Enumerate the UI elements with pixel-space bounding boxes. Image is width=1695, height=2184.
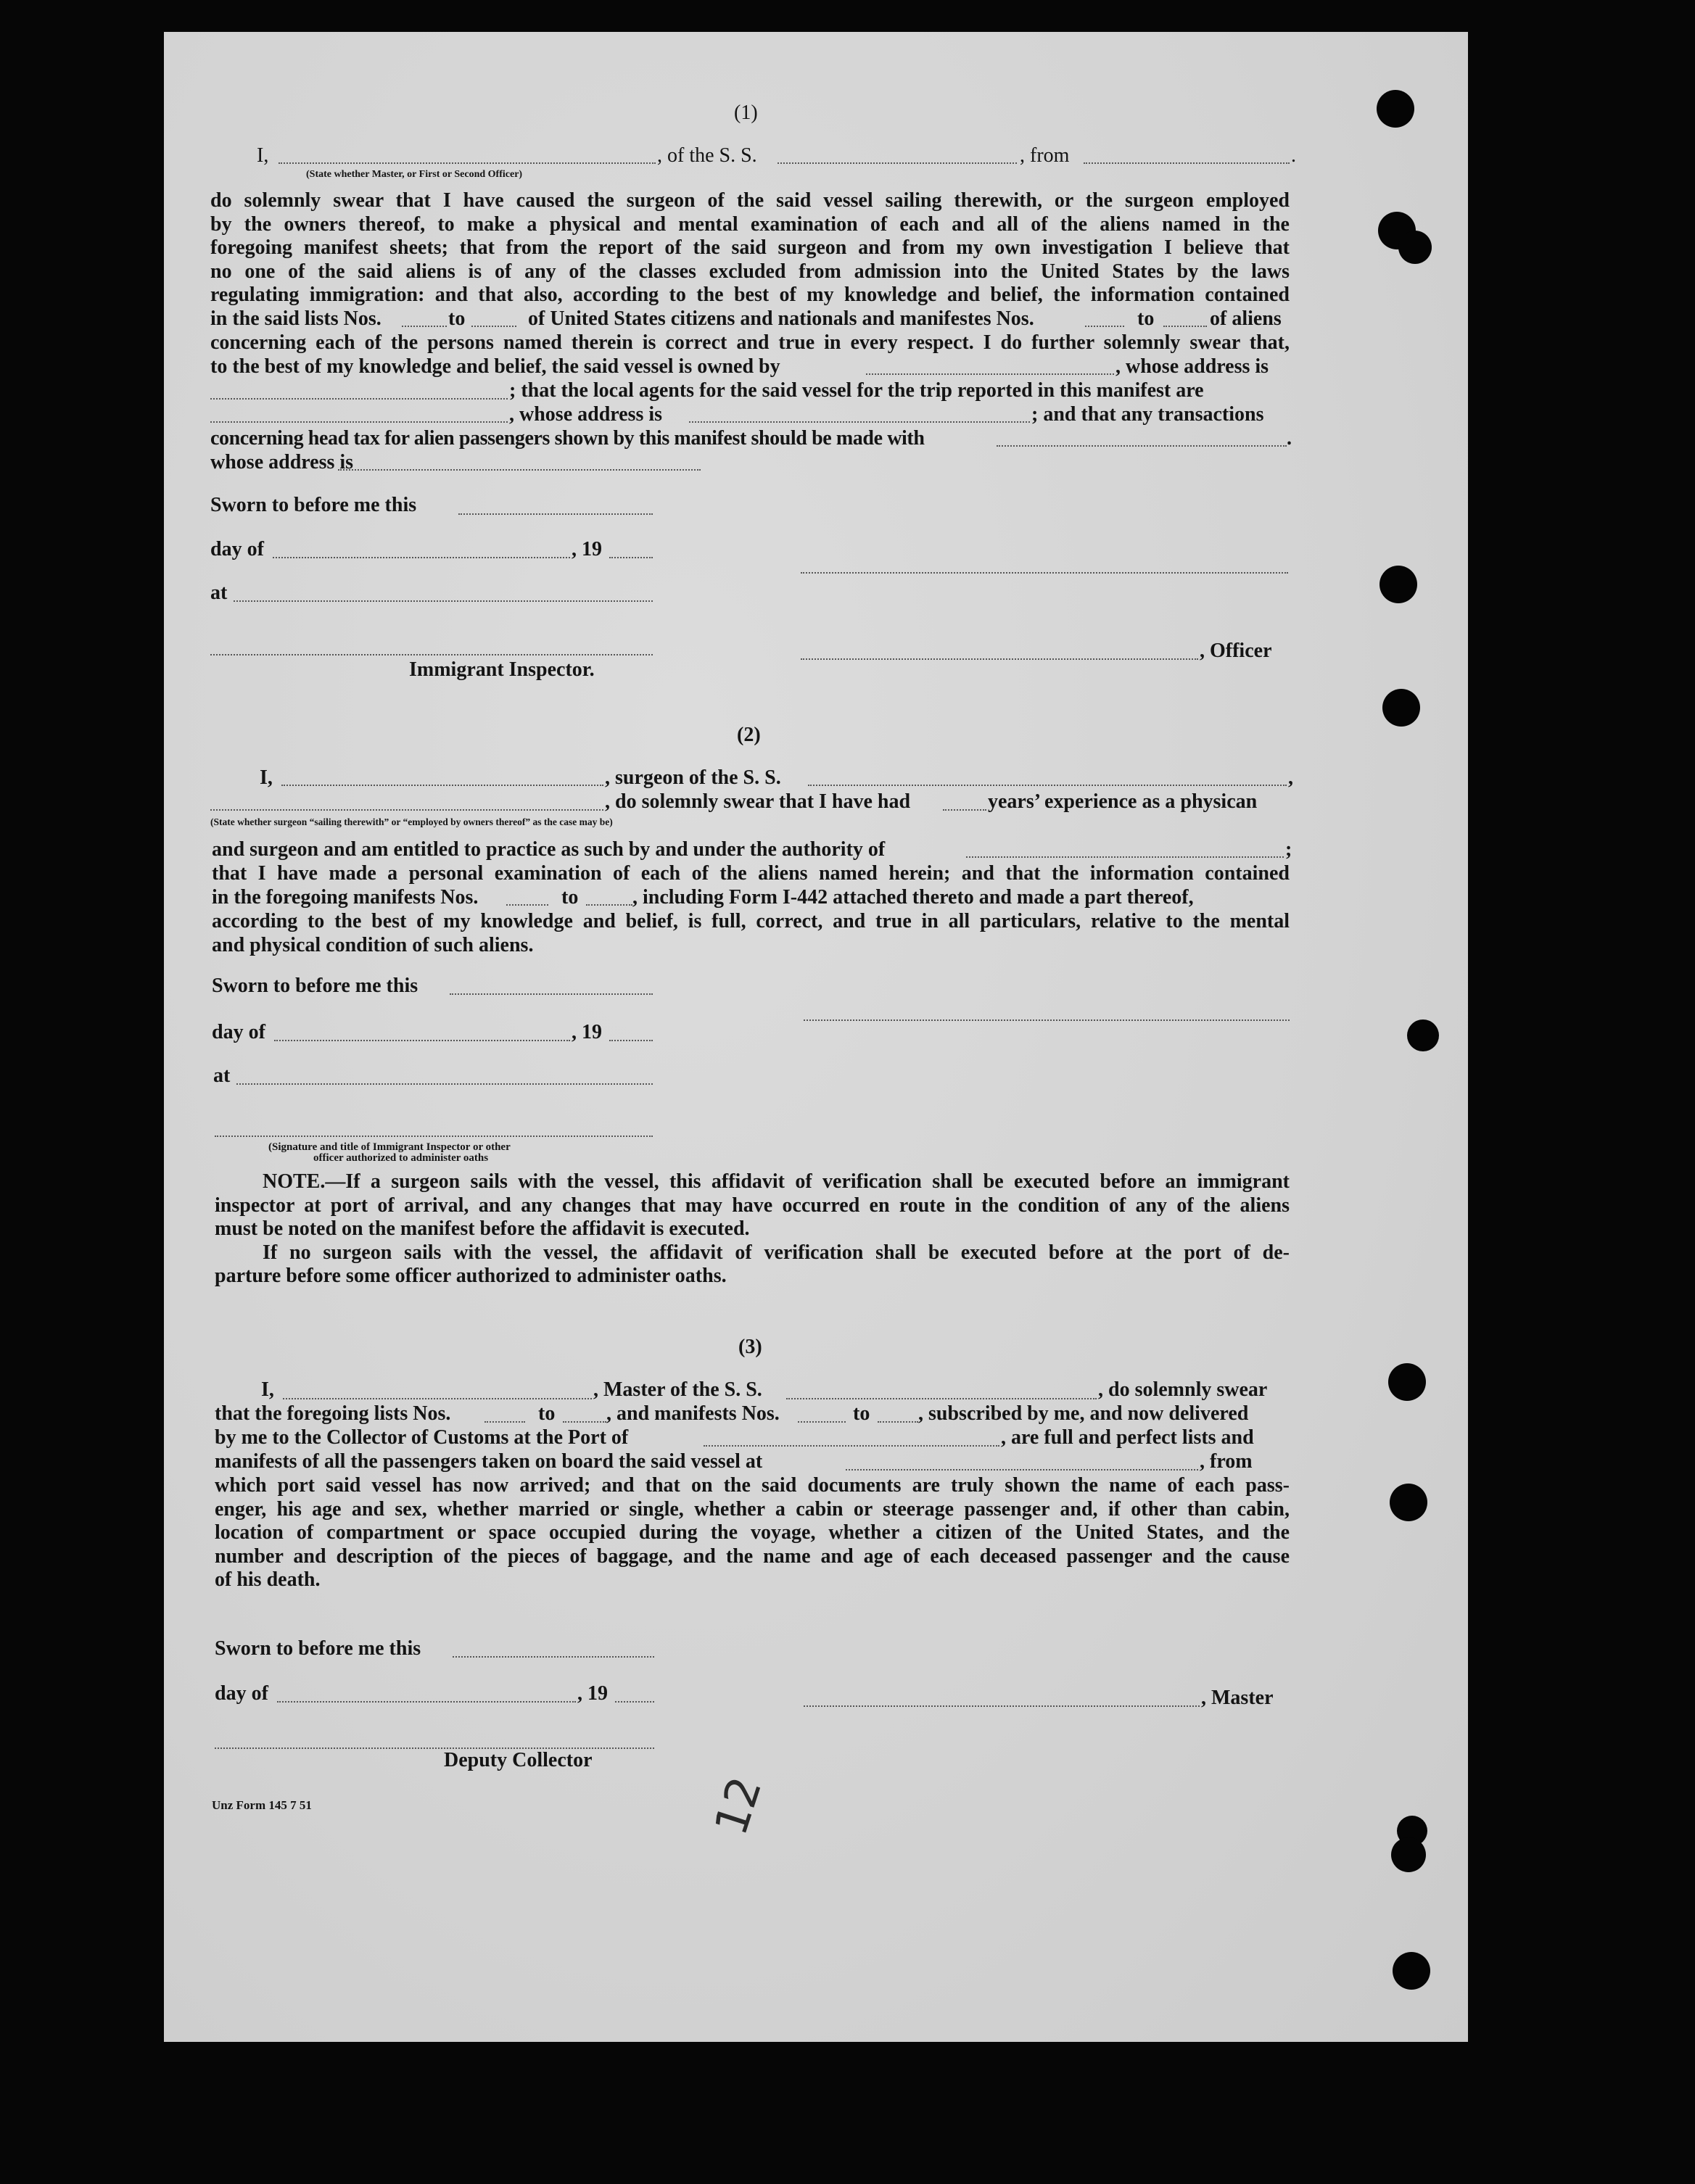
manifest-affidavit-page — [164, 32, 1468, 2042]
s3-year-label: , 19 — [577, 1682, 608, 1705]
s2-manifests-from-field[interactable] — [506, 904, 548, 906]
s1-inspector-signature-line[interactable] — [210, 654, 653, 655]
section-3-number: (3) — [738, 1336, 762, 1358]
note-line: must be noted on the manifest before the affidavit is executed. — [215, 1217, 750, 1241]
s3-i-label: I, — [261, 1378, 274, 1401]
s1-agents-address-field[interactable] — [689, 421, 1030, 423]
s1-officer-name-field[interactable] — [279, 162, 656, 164]
s3-port-label: by me to the Collector of Customs at the Port of — [215, 1426, 629, 1449]
s1-line: foregoing manifest sheets; that from the report of the said surgeon and from my own investigation I believe that — [210, 236, 1290, 260]
section-1-number: (1) — [734, 102, 758, 124]
s1-day-field[interactable] — [273, 557, 570, 558]
s3-manifests-to-field[interactable] — [878, 1421, 918, 1423]
s2-years-field[interactable] — [943, 809, 986, 811]
s1-from-field[interactable] — [1084, 162, 1290, 164]
s2-manifests-to-field[interactable] — [586, 904, 632, 906]
s1-day-of-label: day of — [210, 538, 264, 561]
s3-swear-label: , do solemnly swear — [1098, 1378, 1268, 1401]
s3-line: location of compartment or space occupied during the voyage, whether a citizen of the United States, and the — [215, 1521, 1290, 1544]
s1-at-label: at — [210, 582, 228, 604]
note-line: If no surgeon sails with the vessel, the affidavit of verification shall be executed before at the port of de- — [263, 1241, 1290, 1264]
s2-sig-note-2: officer authorized to administer oaths — [313, 1152, 489, 1164]
s2-to-label: to — [561, 886, 579, 909]
s3-manifests-label: , and manifests Nos. — [606, 1402, 780, 1425]
s2-day-field[interactable] — [274, 1040, 570, 1041]
s1-whose-address-label: whose address is — [210, 451, 354, 473]
s2-experience-label: years’ experience as a physican — [988, 790, 1258, 813]
s2-line: that I have made a personal examination of each of the aliens named herein; and that the information contained — [212, 862, 1290, 885]
s1-head-tax-address-field[interactable] — [338, 469, 701, 471]
s2-sig-note-1: (Signature and title of Immigrant Inspector or other — [268, 1141, 511, 1153]
s3-master-label: , Master — [1201, 1687, 1274, 1709]
s1-line: do solemnly swear that I have caused the surgeon of the said vessel sailing therewith, or the surgeon employed — [210, 189, 1290, 212]
s1-period-2: . — [1287, 427, 1292, 450]
s1-i-label: I, — [257, 144, 269, 167]
s1-from-label: , from — [1020, 144, 1070, 167]
s1-of-aliens-label: of aliens — [1210, 307, 1282, 330]
s3-vessel-field[interactable] — [786, 1398, 1097, 1399]
s1-vessel-field[interactable] — [778, 162, 1017, 164]
s1-agents-address-label: , whose address is — [509, 403, 663, 426]
punch-hole — [1390, 1484, 1427, 1521]
s1-manifests-from-field[interactable] — [1085, 326, 1124, 327]
s2-authority-field[interactable] — [966, 856, 1284, 858]
s2-manifests-label: in the foregoing manifests Nos. — [212, 886, 479, 909]
s1-transactions-label: ; and that any transactions — [1031, 403, 1264, 426]
s1-oath-body — [210, 189, 1290, 307]
note-line: parture before some officer authorized to administer oaths. — [215, 1265, 727, 1288]
punch-hole — [1393, 1952, 1430, 1990]
s3-taken-on-label: manifests of all the passengers taken on board the said vessel at — [215, 1450, 763, 1473]
s3-day-field[interactable] — [277, 1701, 576, 1703]
s1-agents-label: ; that the local agents for the said vessel for the trip reported in this manifest are — [509, 379, 1204, 402]
s1-lists-to-field[interactable] — [471, 326, 516, 327]
punch-hole — [1379, 566, 1417, 603]
note-line: NOTE.—If a surgeon sails with the vessel, this affidavit of verification shall be executed before an immigrant — [263, 1170, 1290, 1193]
s2-line4 — [212, 862, 1290, 886]
s3-line: of his death. — [215, 1568, 321, 1592]
note-line: inspector at port of arrival, and any changes that may have occurred en route in the condition of any of the aliens — [215, 1194, 1290, 1217]
s2-swear-label: , do solemnly swear that I have had — [605, 790, 911, 813]
s1-citizens-label: of United States citizens and nationals and manifestes Nos. — [528, 307, 1034, 330]
s3-lists-from-field[interactable] — [484, 1421, 525, 1423]
s3-departure-port-field[interactable] — [846, 1469, 1198, 1471]
s1-sworn-field[interactable] — [458, 513, 653, 515]
s1-officer-name-line[interactable] — [801, 658, 1198, 660]
s1-at-field[interactable] — [234, 600, 653, 602]
s3-master-of-label: , Master of the S. S. — [593, 1378, 762, 1401]
punch-hole — [1388, 1363, 1426, 1401]
s1-head-tax-field[interactable] — [997, 445, 1287, 447]
s3-subscribed-label: , subscribed by me, and now delivered — [918, 1402, 1249, 1425]
punch-hole — [1382, 689, 1420, 727]
s3-year-field[interactable] — [615, 1701, 654, 1703]
s2-inspector-signature-line[interactable] — [215, 1136, 653, 1137]
s1-sworn-label: Sworn to before me this — [210, 494, 417, 516]
punch-hole — [1391, 1837, 1426, 1872]
s1-inspector-label: Immigrant Inspector. — [409, 658, 595, 681]
s2-i-label: I, — [260, 766, 273, 789]
note-block — [215, 1170, 1290, 1289]
s3-line: which port said vessel has now arrived; and that on the said documents are truly shown the name of each pass- — [215, 1474, 1290, 1497]
handwritten-page-number: 12 — [704, 1770, 772, 1842]
s1-lists-label: in the said lists Nos. — [210, 307, 382, 330]
s2-surgeon-name-field[interactable] — [281, 785, 603, 786]
s2-day-of-label: day of — [212, 1021, 265, 1043]
s1-officer-label: , Officer — [1200, 640, 1272, 662]
s1-line: concerning each of the persons named therein is correct and true in every respect. I do further solemnly swear that, — [210, 331, 1290, 354]
punch-hole — [1377, 90, 1414, 128]
s3-manifests-from-field[interactable] — [798, 1421, 846, 1423]
s3-line: enger, his age and sex, whether married or single, whether a cabin or steerage passenger and, if other than cabin, — [215, 1497, 1290, 1521]
s3-master-signature-line[interactable] — [804, 1705, 1200, 1707]
punch-hole — [1398, 231, 1432, 264]
s2-surgeon-signature-line[interactable] — [804, 1019, 1290, 1021]
s3-day-of-label: day of — [215, 1682, 268, 1705]
s2-semicolon: ; — [1285, 838, 1292, 861]
s3-port-field[interactable] — [704, 1445, 999, 1447]
s1-line: by the owners thereof, to make a physical and mental examination of each and all of the aliens named in the — [210, 212, 1290, 236]
s2-vessel-field[interactable] — [808, 785, 1287, 786]
s1-manifests-to-field[interactable] — [1163, 326, 1207, 327]
s3-to-label-2: to — [853, 1402, 870, 1425]
s3-master-name-field[interactable] — [283, 1398, 592, 1399]
punch-hole — [1407, 1019, 1439, 1051]
s2-year-field[interactable] — [609, 1040, 653, 1041]
s1-to-label-2: to — [1137, 307, 1155, 330]
s3-line: number and description of the pieces of baggage, and the name and age of each deceased passenger and the cause — [215, 1544, 1290, 1568]
s1-period: . — [1291, 144, 1296, 167]
s3-lists-to-field[interactable] — [563, 1421, 606, 1423]
s3-full-lists-label: , are full and perfect lists and — [1001, 1426, 1254, 1449]
s2-sworn-field[interactable] — [450, 993, 653, 995]
s2-form-label: , including Form I-442 attached thereto and made a part thereof, — [632, 886, 1194, 909]
s2-comma: , — [1288, 766, 1293, 789]
s2-sworn-label: Sworn to before me this — [212, 975, 418, 997]
s1-line: regulating immigration: and that also, according to the best of my knowledge and belief, the information contained — [210, 284, 1290, 307]
s2-at-field[interactable] — [236, 1083, 653, 1085]
s2-line: and physical condition of such aliens. — [212, 933, 534, 956]
s1-year-label: , 19 — [572, 538, 602, 561]
s1-owner-address-field[interactable] — [210, 398, 508, 400]
s1-address-label: , whose address is — [1115, 355, 1269, 378]
s1-officer-note: (State whether Master, or First or Second Officer) — [306, 169, 523, 180]
s1-line7 — [210, 331, 1290, 355]
s2-line: according to the best of my knowledge and belief, is full, correct, and true in all particulars, relative to the mental — [212, 910, 1290, 932]
s2-closing — [212, 910, 1290, 957]
s1-year-field[interactable] — [609, 557, 653, 558]
section-2-number: (2) — [737, 724, 761, 746]
s2-surgeon-note: (State whether surgeon “sailing therewith” or “employed by owners thereof” as the case may be) — [210, 816, 613, 827]
s3-from-label: , from — [1200, 1450, 1253, 1473]
s3-to-label: to — [538, 1402, 556, 1425]
s2-surgeon-of-label: , surgeon of the S. S. — [605, 766, 781, 789]
s1-head-tax-label: concerning head tax for alien passengers shown by this manifest should be made with — [210, 427, 925, 450]
s1-to-label: to — [448, 307, 466, 330]
s1-owned-by-label: to the best of my knowledge and belief, the said vessel is owned by — [210, 355, 780, 378]
s2-year-label: , 19 — [572, 1021, 602, 1043]
s1-agents-field[interactable] — [210, 421, 508, 423]
s1-owner-field[interactable] — [866, 373, 1114, 375]
s3-lists-label: that the foregoing lists Nos. — [215, 1402, 451, 1425]
s1-lists-from-field[interactable] — [402, 326, 447, 327]
s3-deputy-label: Deputy Collector — [444, 1749, 593, 1771]
s1-of-the-ss-label: , of the S. S. — [657, 144, 757, 167]
s2-sailing-status-field[interactable] — [210, 809, 603, 811]
s3-sworn-field[interactable] — [453, 1656, 654, 1658]
s3-sworn-label: Sworn to before me this — [215, 1637, 421, 1660]
form-id: Unz Form 145 7 51 — [212, 1798, 312, 1812]
s2-at-label: at — [213, 1064, 231, 1087]
s2-authority-label: and surgeon and am entitled to practice as such by and under the authority of — [212, 838, 886, 861]
s3-body — [215, 1474, 1290, 1592]
s1-officer-signature-line[interactable] — [801, 572, 1288, 574]
s1-line: no one of the said aliens is of any of the classes excluded from admission into the United States by the laws — [210, 260, 1290, 283]
